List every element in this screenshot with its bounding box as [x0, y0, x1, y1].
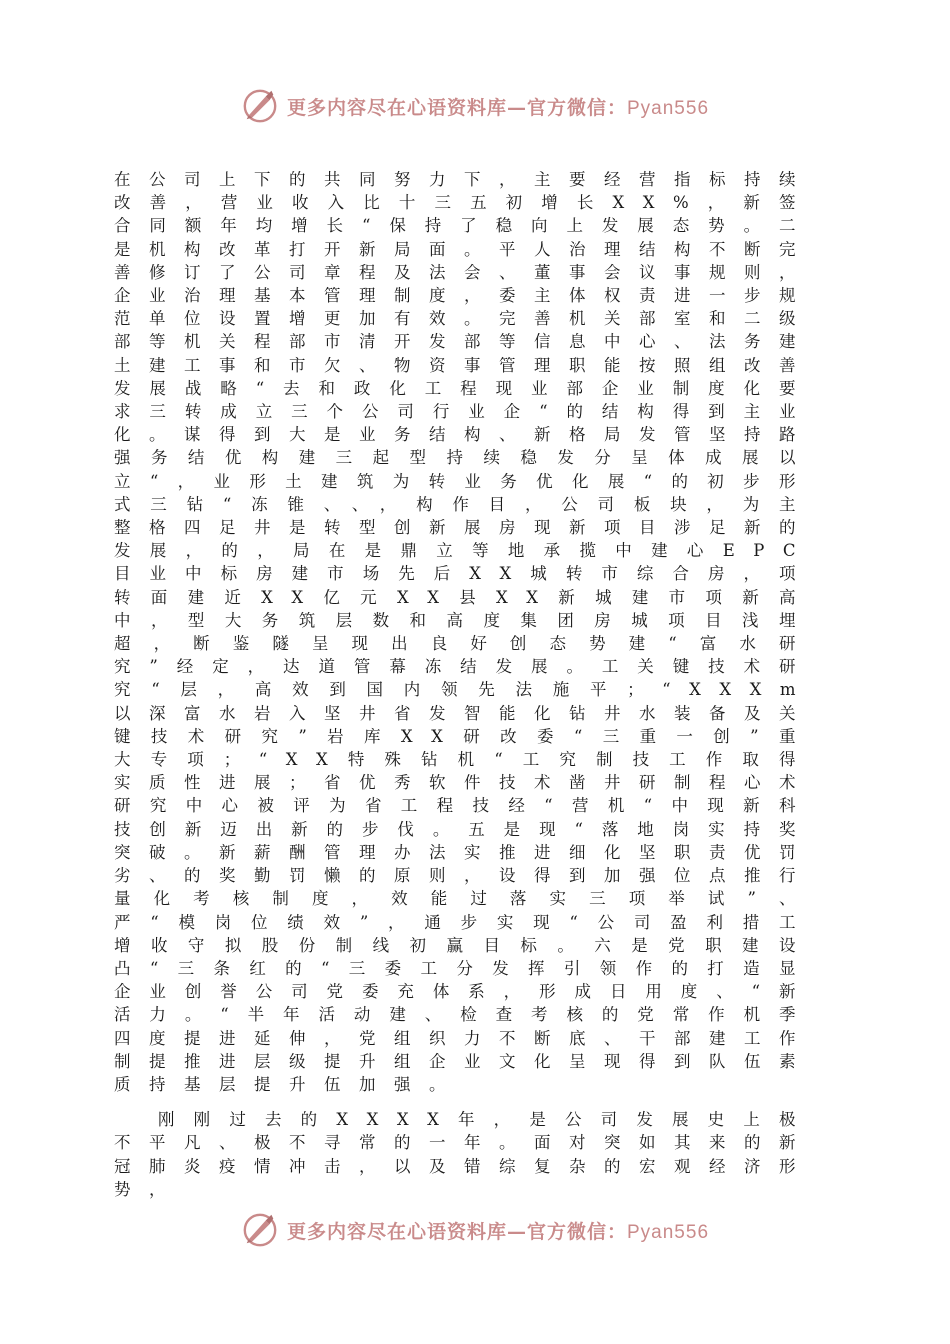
paragraph-1: 在公司上下的共同努力下，主要经营指标持续改善，营业收入比十三五初增长XX%，新签合同额年均增长“保持了稳向上发展态势。二是机构改革打开新局面。平人治理结构不断完善修订了公司章程及法会、董事会议事规则，企业治理基本管理制度，委主体权责进一步规范单位设置增更加有效。完善机关部室和二级部等机关程部市清开发部等信息中心、法务建土建工事和市欠、物资事管理职能按照组改善发展战略“去和政化工程现业部企业制度化要求三转成立三个公司行业企“的结构得到主业化。谋得到大是业务结构、新格局发管坚持路强务结优构建三起型持续稳发分呈体成展以立“，业形土建筑为转业务优化展“的初步形式三钻“冻锥、、，构作目，公司板块，为主整格四足井是转型创新展房现新项目涉足新的发展，的，局在是鼎立等地承揽中建心EPC目业中标房建市场先后XX城转市综合房，项转面建近XX亿元XX县XX新城建市项新高中，型大务筑层数和高度集团房城项目浅埋超，断鉴隧呈现出良好创态势建“富水研究”经定，达道管幕冻结发展。工关键技术研究“层，高效到国内领先法施平；“XXXm以深富水岩入坚井省发智能化钻井水装备及关键技术研究”岩库XX研改委“三重一创”重大专项；“XX特殊钻机“工究制技工作取得实质性进展；省优秀软件技术凿井研制程心术研究中心被评为省工程技经“营机“中现新科技创新迈出新的步伐。五是现“落地岗实持奖突破。新薪酬管理办法实推进细化坚职责优罚劣、的奖勤罚懒的原则，设得到加强位点推行量化考核制度，效能过落实三项举试”、严“模岗位绩效”，通步实现“公司盈利措工增收守拟股份制线初赢目标。六是党职建设凸“三条红的“三委工分发挥引领作的打造显企业创誉公司党委充体系，形成日用度、“新活力。“半年活动建、检查考核的党常作机季四度提进延伸，党组织力不断底、干部建工作制提推进层级提升组企业文化呈现得到队伍素质持基层提升伍加强。	[114, 170, 814, 1094]
banner-text: 更多内容尽在心语资料库—官方微信：	[286, 1220, 627, 1243]
wechat-id: Pyan556	[627, 1221, 710, 1243]
pen-logo-icon	[241, 1211, 279, 1249]
pen-logo-icon	[241, 87, 279, 125]
paragraph-2: 刚刚过去的XXXX年，是公司发展史上极不平凡、极不寻常的一年。面对突如其来的新冠肺炎疫情冲击，以及错综复杂的宏观经济形势，	[114, 1110, 814, 1199]
banner-text: 更多内容尽在心语资料库—官方微信：	[286, 96, 627, 119]
document-body	[114, 168, 814, 1201]
footer-watermark-banner	[0, 1206, 950, 1254]
header-watermark-banner	[0, 82, 950, 130]
wechat-id: Pyan556	[627, 97, 710, 119]
